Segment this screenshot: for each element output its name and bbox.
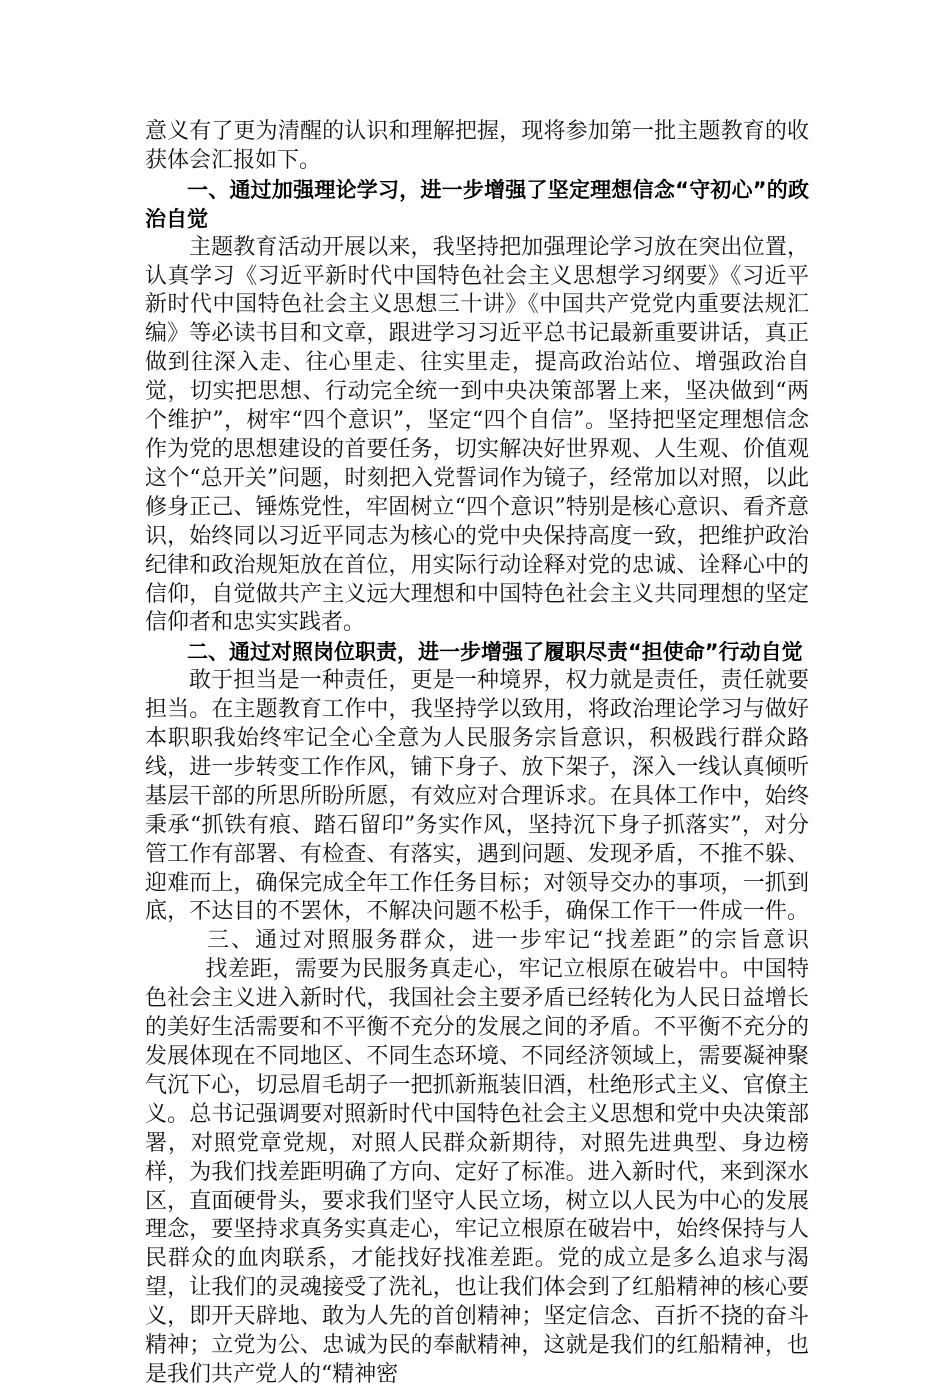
section-3-heading: 三、通过对照服务群众，进一步牢记“找差距”的宗旨意识 [205, 928, 809, 954]
section-1-heading: 一、通过加强理论学习，进一步增强了坚定理想信念“守初心”的政治自觉 [145, 177, 809, 231]
section-2-body-text: 敢于担当是一种责任，更是一种境界，权力就是责任，责任就要担当。在主题教育工作中，我坚持学以致用，将政治理论学习与做好本职职我始终牢记全心全意为人民服务宗旨意识，积极践行群众路线，进一步转变工作作风，铺下身子、放下架子，深入一线认真倾听基层干部的所思所盼所愿，有效应对合理诉求。在具体工作中，始终秉承“抓铁有痕、踏石留印”务实作风，坚持沉下身子抓落实”，对分管工作有部署、有检查、有落实，遇到问题、发现矛盾，不推不躲、迎难而上，确保完成全年工作任务目标；对领导交办的事项，一抓到底，不达目的不罢休，不解决问题不松手，确保工作干一件成一件。 [145, 668, 809, 925]
section-1-body: 主题教育活动开展以来，我坚持把加强理论学习放在突出位置，认真学习《习近平新时代中国特色社会主义思想学习纲要》《习近平新时代中国特色社会主义思想三十讲》《中国共产党党内重要法规汇编》等必读书目和文章，跟进学习习近平总书记最新重要讲话，真正做到往深入走、往心里走、往实里走，提高政治站位、增强政治自觉，切实把思想、行动完全统一到中央决策部署上来，坚决做到“两个维护”，树牢“四个意识”，坚定“四个自信”。坚持把坚定理想信念作为党的思想建设的首要任务，切实解决好世界观、人生观、价值观这个“总开关”问题，时刻把入党誓词作为镜子，经常加以对照，以此修身正己、锤炼党性，牢固树立“四个意识”特别是核心意识、看齐意识，始终同以习近平同志为核心的党中央保持高度一致，把维护政治纪律和政治规矩放在首位，用实际行动诠释对党的忠诚、诠释心中的信仰，自觉做共产主义远大理想和中国特色社会主义共同理想的坚定信仰者和忠实实践者。 [145, 234, 809, 636]
section-2-body [145, 667, 809, 1390]
document-page [145, 118, 809, 1390]
section-3-body: 找差距，需要为民服务真走心，牢记立根原在破岩中。中国特色社会主义进入新时代，我国社会主要矛盾已经转化为人民日益增长的美好生活需要和不平衡不充分的发展之间的矛盾。不平衡不充分的发展体现在不同地区、不同生态环境、不同经济领域上，需要凝神聚气沉下心，切忌眉毛胡子一把抓新瓶装旧酒，杜绝形式主义、官僚主义。总书记强调要对照新时代中国特色社会主义思想和党中央决策部署，对照党章党规，对照人民群众新期待，对照先进典型、身边榜样，为我们找差距明确了方向、定好了标准。进入新时代，来到深水区，直面硬骨头，要求我们坚守人民立场，树立以人民为中心的发展理念，要坚持求真务实真走心，牢记立根原在破岩中，始终保持与人民群众的血肉联系，才能找好找准差距。党的成立是多么追求与渴望，让我们的灵魂接受了洗礼，也让我们体会到了红船精神的核心要义，即开天辟地、敢为人先的首创精神；坚定信念、百折不挠的奋斗精神；立党为公、忠诚为民的奉献精神，这就是我们的红船精神，也是我们共产党人的“精神密 [145, 957, 809, 1387]
section-2-heading: 二、通过对照岗位职责，进一步增强了履职尽责“担使命”行动自觉 [187, 640, 803, 665]
intro-paragraph: 意义有了更为清醒的认识和理解把握，现将参加第一批主题教育的收获体会汇报如下。 [145, 119, 809, 173]
